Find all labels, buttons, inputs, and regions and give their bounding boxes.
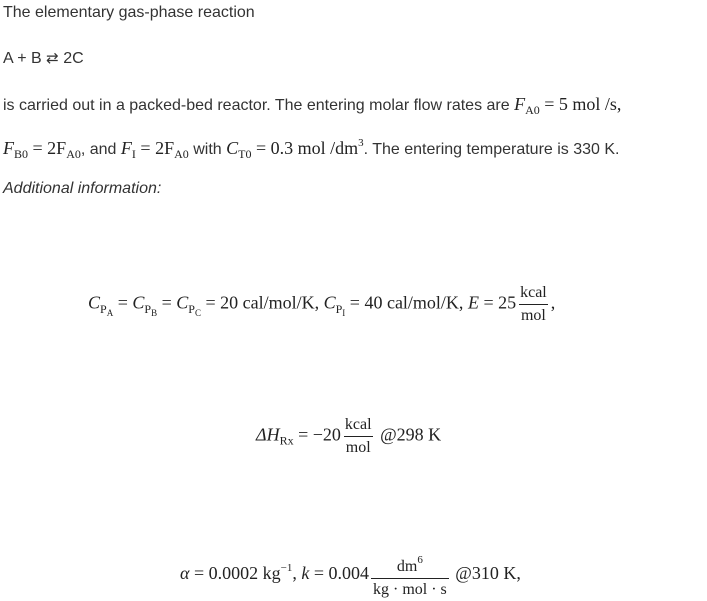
k-tail: @310 K, — [455, 563, 521, 584]
paragraph-line-1 — [3, 93, 621, 121]
e-fraction — [518, 284, 549, 325]
dh-fraction — [343, 416, 374, 457]
and-text: , and — [80, 141, 117, 158]
reaction-products: 2C — [63, 50, 84, 67]
ct0-value: 0.3 mol /dm — [270, 138, 359, 158]
dh-sub: Rx — [279, 433, 294, 448]
k-numerator-exponent: 6 — [417, 554, 423, 566]
heat-capacity-equation: $C_{P_A} = C_{P_B} = C_{P_C} = 20$ cal/mol/K, $C_{P_I} = 40$ cal/mol/K, E = 25 $\frac{\text{kcal}}{\text{mol}}$ , — [88, 284, 556, 324]
dh-tail: @298 K — [380, 424, 442, 445]
fb0-expression: $F_{B0} = 2F_{A0}$ — [3, 138, 81, 161]
fa0-expression: $F_{A0} = 5$ mol /s, — [514, 94, 622, 117]
dh-numerator: kcal — [344, 416, 372, 433]
alpha-exponent: −1 — [280, 562, 293, 575]
dh-lhs: ΔH — [256, 424, 280, 445]
equilibrium-arrow-icon: ⇄ — [46, 50, 59, 67]
para2-end-text: . The entering temperature is 330 K. — [363, 141, 620, 158]
fa0-value: 5 mol /s, — [558, 94, 622, 114]
reaction-equation — [3, 48, 84, 70]
reaction-reactants: A + B — [3, 50, 42, 67]
k-numerator — [395, 551, 425, 578]
alpha-k-equation: α = 0.0002 $kg^{-1}$, k = 0.004 $\frac{dm^6}{\text{kg · mol · s}}$ @310 K, — [180, 551, 521, 599]
enthalpy-equation — [256, 416, 441, 457]
fi-expression: $F_I = 2F_{A0}$ — [120, 138, 189, 161]
k-denominator: kg · mol · s — [371, 578, 449, 599]
paragraph-line-2 — [3, 132, 620, 165]
dh-denominator: mol — [344, 436, 373, 457]
dh-value: = −20 — [298, 424, 341, 445]
fi-rhs: 2F — [155, 138, 175, 158]
cp-value: = 20 cal/mol/K, — [205, 292, 320, 313]
k-numerator-unit: dm — [396, 558, 418, 575]
with-text: with — [193, 141, 222, 158]
e-value: = 25 — [483, 292, 517, 313]
ct0-expression: $C_{T0} = 0.3$ mol $/dm^3$ — [226, 137, 364, 161]
intro-text: The elementary gas-phase reaction — [3, 4, 255, 21]
para1-text: is carried out in a packed-bed reactor. The entering molar flow rates are — [3, 97, 510, 114]
e-numerator: kcal — [520, 284, 547, 301]
alpha-value: = 0.0002 kg — [193, 563, 281, 584]
e-denominator: mol — [519, 304, 548, 325]
k-value: = 0.004 — [313, 563, 369, 584]
k-fraction — [371, 551, 449, 599]
cpi-value: = 40 cal/mol/K, — [349, 292, 464, 313]
eq1-tail: , — [550, 292, 556, 313]
additional-info-heading: Additional information: — [3, 180, 162, 197]
fb0-rhs: 2F — [47, 138, 67, 158]
